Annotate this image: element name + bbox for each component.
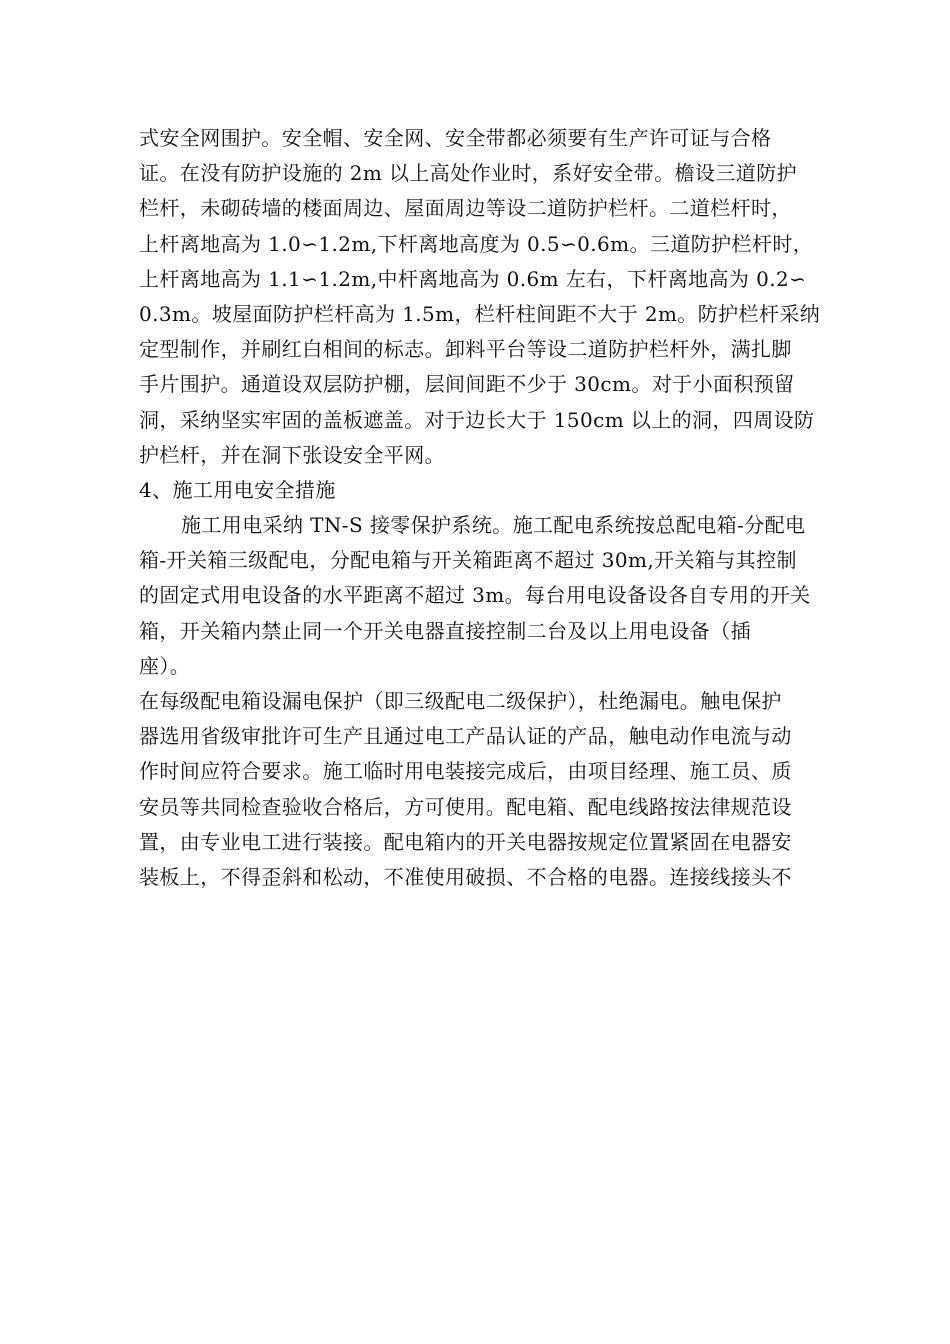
section-heading: 4、施工用电安全措施 — [139, 477, 336, 502]
text-line: 护栏杆，并在洞下张设安全平网。 — [139, 442, 445, 467]
text-line: 器选用省级审批许可生产且通过电工产品认证的产品，触电动作电流与动 — [139, 724, 792, 749]
text-line: 箱，开关箱内禁止同一个开关电器直接控制二台及以上用电设备（插 — [139, 618, 751, 643]
text-line: 的固定式用电设备的水平距离不超过 3m。每台用电设备设各自专用的开关 — [139, 583, 811, 608]
text-line: 定型制作，并刷红白相间的标志。卸料平台等设二道防护栏杆外，满扎脚 — [139, 337, 792, 362]
text-line: 装板上，不得歪斜和松动，不准使用破损、不合格的电器。连接线接头不 — [139, 864, 792, 889]
text-line: 证。在没有防护设施的 2m 以上高处作业时，系好安全带。檐设三道防护 — [139, 161, 798, 186]
text-line: 在每级配电箱设漏电保护（即三级配电二级保护），杜绝漏电。触电保护 — [139, 689, 782, 713]
text-line: 洞，采纳坚实牢固的盖板遮盖。对于边长大于 150cm 以上的洞，四周设防 — [139, 407, 815, 432]
text-line: 0.3m。坡屋面防护栏杆高为 1.5m，栏杆柱间距不大于 2m。防护栏杆采纳 — [139, 301, 821, 326]
text-line: 手片围护。通道设双层防护棚，层间间距不少于 30cm。对于小面积预留 — [139, 372, 795, 397]
text-line: 安员等共同检查验收合格后，方可使用。配电箱、配电线路按法律规范设 — [139, 794, 792, 819]
text-line: 置，由专业电工进行装接。配电箱内的开关电器按规定位置紧固在电器安 — [139, 829, 792, 854]
text-line: 座）。 — [139, 653, 191, 678]
text-line: 箱-开关箱三级配电，分配电箱与开关箱距离不超过 30m,开关箱与其控制 — [139, 548, 797, 573]
text-line-indented: 施工用电采纳 TN-S 接零保护系统。施工配电系统按总配电箱-分配电 — [181, 513, 806, 538]
text-line: 上杆离地高为 1.0∽1.2m,下杆离地高度为 0.5∽0.6m。三道防护栏杆时， — [139, 231, 814, 256]
text-line: 栏杆，未砌砖墙的楼面周边、屋面周边等设二道防护栏杆。二道栏杆时， — [139, 196, 792, 221]
text-line: 式安全网围护。安全帽、安全网、安全带都必须要有生产许可证与合格 — [139, 126, 772, 150]
text-line: 上杆离地高为 1.1∽1.2m,中杆离地高为 0.6m 左右，下杆离地高为 0.2∽ — [139, 266, 807, 291]
document-page — [139, 121, 829, 895]
text-line: 作时间应符合要求。施工临时用电装接完成后，由项目经理、施工员、质 — [139, 759, 792, 784]
